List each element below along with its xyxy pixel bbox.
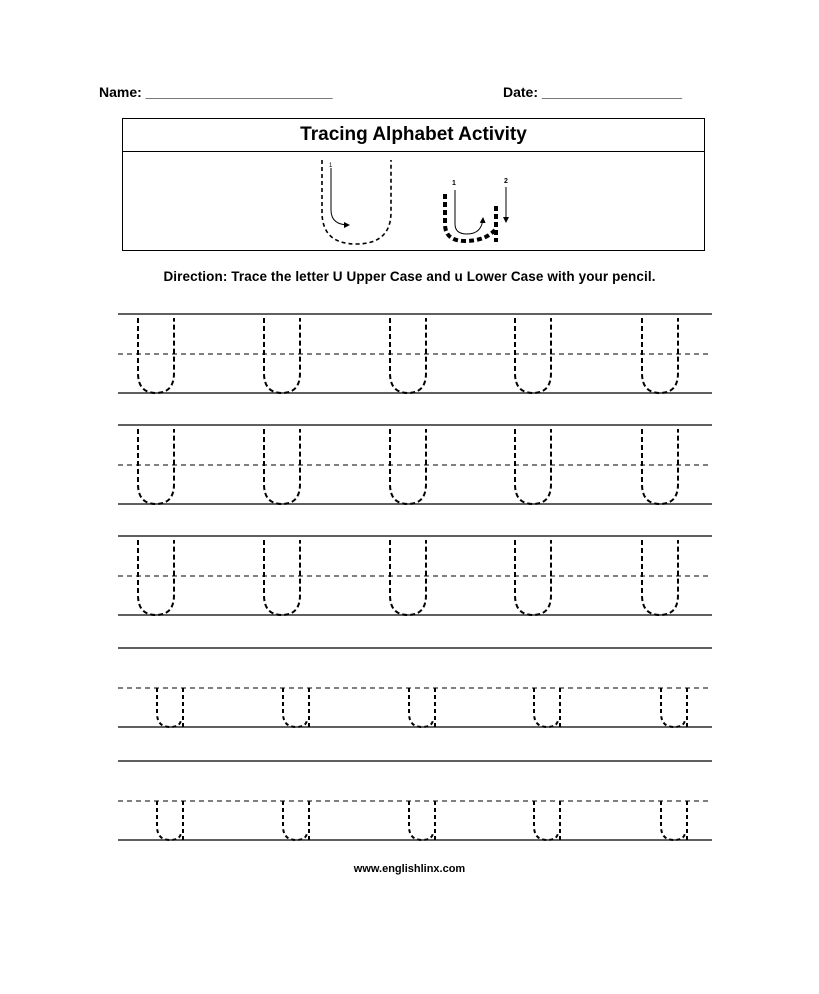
trace-uppercase-u: [138, 429, 174, 504]
trace-lowercase-u: [283, 688, 307, 727]
demo-stroke-number-1b: 1: [452, 180, 456, 187]
trace-uppercase-u: [390, 318, 426, 393]
demo-stroke-number-2: 2: [504, 178, 508, 185]
demo-stroke-number-1: 1: [329, 163, 333, 169]
activity-title: Tracing Alphabet Activity: [123, 119, 704, 152]
trace-uppercase-u: [515, 429, 551, 504]
footer-url: www.englishlinx.com: [353, 863, 466, 875]
trace-lowercase-u: [534, 801, 558, 840]
name-field[interactable]: Name: ________________________: [99, 84, 333, 100]
trace-uppercase-u: [264, 540, 300, 615]
trace-lowercase-u: [661, 688, 685, 727]
trace-uppercase-u: [515, 540, 551, 615]
date-field[interactable]: Date: __________________: [503, 84, 683, 100]
trace-lowercase-u: [157, 688, 181, 727]
direction-text: Direction: Trace the letter U Upper Case and u Lower Case with your pencil.: [163, 269, 656, 284]
trace-lowercase-u: [661, 801, 685, 840]
trace-lowercase-u: [409, 688, 433, 727]
trace-uppercase-u: [515, 318, 551, 393]
trace-lowercase-u: [283, 801, 307, 840]
trace-uppercase-u: [264, 318, 300, 393]
trace-uppercase-u: [642, 540, 678, 615]
trace-uppercase-u: [390, 429, 426, 504]
trace-uppercase-u: [642, 318, 678, 393]
trace-lowercase-u: [409, 801, 433, 840]
trace-uppercase-u: [138, 540, 174, 615]
trace-lowercase-u: [534, 688, 558, 727]
trace-uppercase-u: [390, 540, 426, 615]
trace-lowercase-u: [157, 801, 181, 840]
trace-uppercase-u: [642, 429, 678, 504]
trace-uppercase-u: [264, 429, 300, 504]
trace-uppercase-u: [138, 318, 174, 393]
